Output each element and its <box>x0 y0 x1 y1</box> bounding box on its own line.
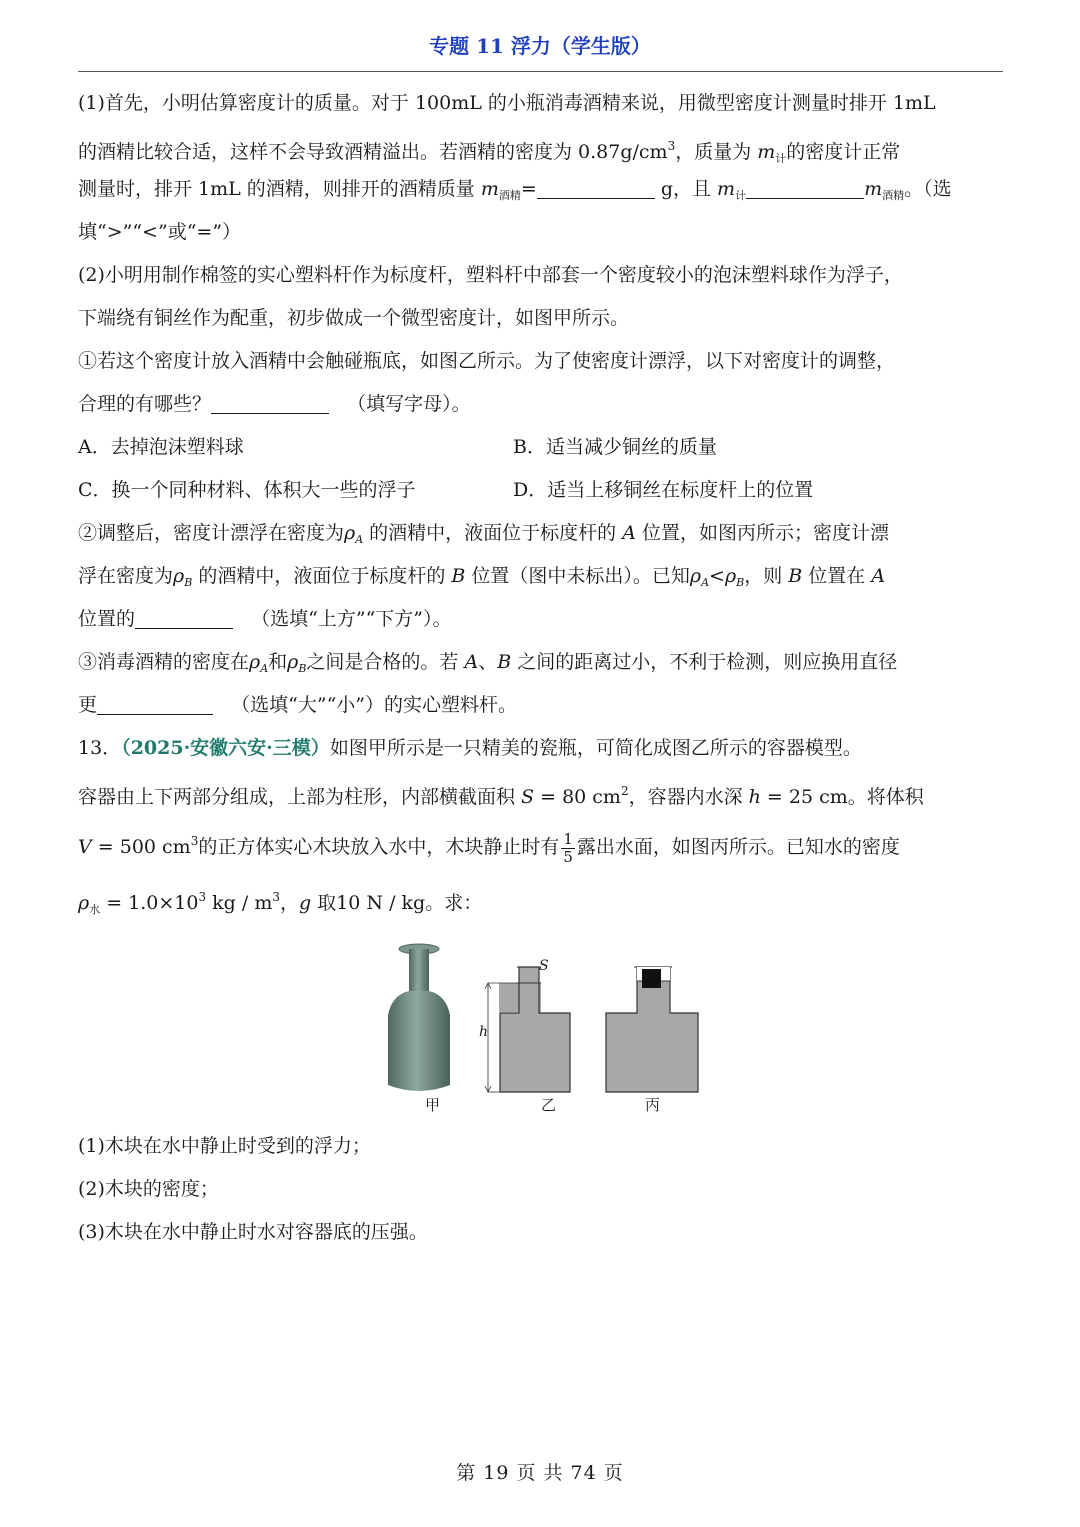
text-span: 位置（图中未标出）。已知 <box>465 565 690 587</box>
answer-blank[interactable] <box>537 174 655 199</box>
option-c[interactable]: C．换一个同种材料、体积大一些的浮子 <box>78 479 416 501</box>
text-span: = 1.0×10 <box>100 892 199 914</box>
caption-bing: 丙 <box>645 1096 661 1114</box>
text-span: = 80 cm <box>534 786 621 808</box>
text-span: 之间是合格的。若 <box>306 651 465 673</box>
paragraph-line <box>78 125 1003 168</box>
text-span: 和 <box>268 651 288 673</box>
sub-question-3: (3)木块在水中静止时水对容器底的压强。 <box>78 1221 428 1243</box>
symbol-rho: ρ <box>173 565 185 587</box>
sub-question-1: (1)木块在水中静止时受到的浮力； <box>78 1135 371 1157</box>
symbol-a: A <box>622 522 636 544</box>
subscript: B <box>736 576 745 589</box>
symbol-a: A <box>464 651 479 673</box>
symbol-rho: ρ <box>724 565 737 587</box>
sub-questions <box>78 1125 428 1254</box>
text-span: 测量时，排开 1mL 的酒精，则排开的酒精质量 <box>78 178 481 200</box>
paragraph-line <box>78 813 1003 869</box>
text-span: = 25 cm <box>760 786 848 808</box>
text-span: = <box>520 178 537 200</box>
caption-yi: 乙 <box>541 1096 557 1114</box>
subscript: 计 <box>735 189 747 202</box>
symbol-b: B <box>451 565 466 587</box>
container-model-bing <box>606 967 698 1092</box>
text-span: 容器由上下两部分组成，上部为柱形，内部横截面积 <box>78 786 522 808</box>
superscript: 3 <box>190 834 199 848</box>
option-a[interactable]: A．去掉泡沫塑料球 <box>78 436 244 458</box>
paragraph-line <box>78 684 1003 727</box>
sub-question-2: (2)木块的密度； <box>78 1178 219 1200</box>
text-span: < <box>709 565 725 587</box>
vase-illustration <box>388 944 450 1091</box>
symbol-b: B <box>788 565 803 587</box>
symbol-rho: ρ <box>78 892 90 914</box>
answer-blank[interactable] <box>211 389 329 414</box>
text-span: （选填“大”“小”）的实心塑料杆。 <box>231 694 517 716</box>
subscript: 酒精 <box>882 189 905 202</box>
fraction-denominator: 5 <box>563 847 573 866</box>
text-span: 的酒精比较合适，这样不会导致酒精溢出。若酒精的密度为 0.87g/cm <box>78 141 668 163</box>
answer-blank[interactable] <box>97 690 213 715</box>
text-span: （选填“上方”“下方”）。 <box>251 608 452 630</box>
paragraph-line: (2)小明用制作棉签的实心塑料杆作为标度杆，塑料杆中部套一个密度较小的泡沫塑料球作为浮子， <box>78 264 903 286</box>
superscript: 2 <box>620 784 629 798</box>
question-13-heading <box>78 727 1003 770</box>
symbol-rho: ρ <box>344 522 356 544</box>
subscript: A <box>260 662 269 675</box>
header-divider <box>78 71 1003 72</box>
question-source: （2025·安徽六安·三模） <box>121 737 330 759</box>
symbol-g: g <box>299 892 312 914</box>
text-span: 位置的 <box>78 608 136 630</box>
caption-jia: 甲 <box>425 1096 441 1114</box>
text-span: 如图甲所示是一只精美的瓷瓶，可简化成图乙所示的容器模型。 <box>329 737 862 759</box>
text-span: 的正方体实心木块放入水中，木块静止时有 <box>198 836 560 858</box>
text-span: ，容器内水深 <box>628 786 749 808</box>
option-b[interactable]: B．适当减少铜丝的质量 <box>513 436 717 458</box>
subscript: B <box>298 662 307 675</box>
text-span: 。将体积 <box>847 786 924 808</box>
page-header-title: 专题 11 浮力（学生版） <box>429 34 651 58</box>
label-s: S <box>539 958 549 974</box>
superscript: 3 <box>667 139 676 153</box>
paragraph-line <box>78 555 1003 598</box>
symbol-v: V <box>78 836 92 858</box>
paragraph-line <box>78 598 1003 641</box>
text-span: ，则 <box>744 565 789 587</box>
paragraph-line: (1)首先，小明估算密度计的质量。对于 100mL 的小瓶消毒酒精来说，用微型密度计测量时排开 1mL <box>78 92 936 114</box>
superscript: 3 <box>198 890 207 904</box>
question-number: 13． <box>78 737 122 759</box>
subscript: B <box>184 576 193 589</box>
symbol-m: m <box>757 141 776 163</box>
page-footer: 第 19 页 共 74 页 <box>456 1462 624 1484</box>
option-d[interactable]: D．适当上移铜丝在标度杆上的位置 <box>513 479 814 501</box>
text-span: ， <box>279 892 299 914</box>
paragraph-line <box>78 168 1003 211</box>
text-span: ，质量为 <box>675 141 758 163</box>
symbol-rho: ρ <box>287 651 299 673</box>
subscript: A <box>355 533 364 546</box>
text-span: 露出水面，如图丙所示。已知水的密度 <box>576 836 900 858</box>
symbol-m: m <box>864 178 883 200</box>
text-span: 位置在 <box>802 565 872 587</box>
text-span: kg / m <box>206 892 273 914</box>
text-span: 的酒精中，液面位于标度杆的 <box>192 565 452 587</box>
text-span: 、 <box>478 651 498 673</box>
subscript: 酒精 <box>498 189 521 202</box>
paragraph-line <box>78 641 1003 684</box>
symbol-b: B <box>497 651 512 673</box>
text-span: ③消毒酒精的密度在 <box>78 651 250 673</box>
symbol-rho: ρ <box>249 651 261 673</box>
text-span: 更 <box>78 694 98 716</box>
label-h: h <box>479 1024 489 1040</box>
answer-blank[interactable] <box>135 604 233 629</box>
options-row <box>78 469 1003 512</box>
symbol-rho: ρ <box>689 565 702 587</box>
symbol-a: A <box>871 565 886 587</box>
text-span: = 500 cm <box>91 836 191 858</box>
options-row <box>78 426 1003 469</box>
answer-blank[interactable] <box>746 174 864 199</box>
container-model-yi <box>485 967 570 1092</box>
text-span: 取10 N / kg <box>311 892 426 914</box>
text-span: 之间的距离过小，不利于检测，则应换用直径 <box>511 651 898 673</box>
symbol-h: h <box>748 786 761 808</box>
paragraph-line: 下端绕有铜丝作为配重，初步做成一个微型密度计，如图甲所示。 <box>78 307 630 329</box>
subscript: A <box>701 576 710 589</box>
text-span: 的密度计正常 <box>786 141 901 163</box>
fraction-one-fifth <box>561 831 575 866</box>
paragraph-line <box>78 770 1003 813</box>
symbol-m: m <box>480 178 499 200</box>
paragraph-line <box>78 383 1003 426</box>
wood-block <box>642 969 661 988</box>
text-span: 。求： <box>425 892 483 914</box>
superscript: 3 <box>272 890 280 904</box>
paragraph-line <box>78 869 1003 925</box>
subscript: 水 <box>89 903 101 916</box>
paragraph-line: 填“>”“<”或“=”） <box>78 221 242 243</box>
text-span: 的酒精中，液面位于标度杆的 <box>363 522 623 544</box>
text-span: 合理的有哪些？ <box>78 393 212 415</box>
symbol-s: S <box>521 786 535 808</box>
symbol-m: m <box>717 178 736 200</box>
text-span: 位置，如图丙所示；密度计漂 <box>635 522 890 544</box>
fraction-numerator: 1 <box>563 829 573 848</box>
text-span: ②调整后，密度计漂浮在密度为 <box>78 522 345 544</box>
paragraph-line <box>78 512 1003 555</box>
text-span: 。（选 <box>904 178 952 200</box>
main-content <box>78 82 1003 925</box>
text-span: g，且 <box>654 178 718 200</box>
text-span: （填写字母）。 <box>347 393 471 415</box>
text-span: 浮在密度为 <box>78 565 174 587</box>
paragraph-line: ①若这个密度计放入酒精中会触碰瓶底，如图乙所示。为了使密度计漂浮，以下对密度计的调整， <box>78 350 896 372</box>
subscript: 计 <box>775 152 787 165</box>
